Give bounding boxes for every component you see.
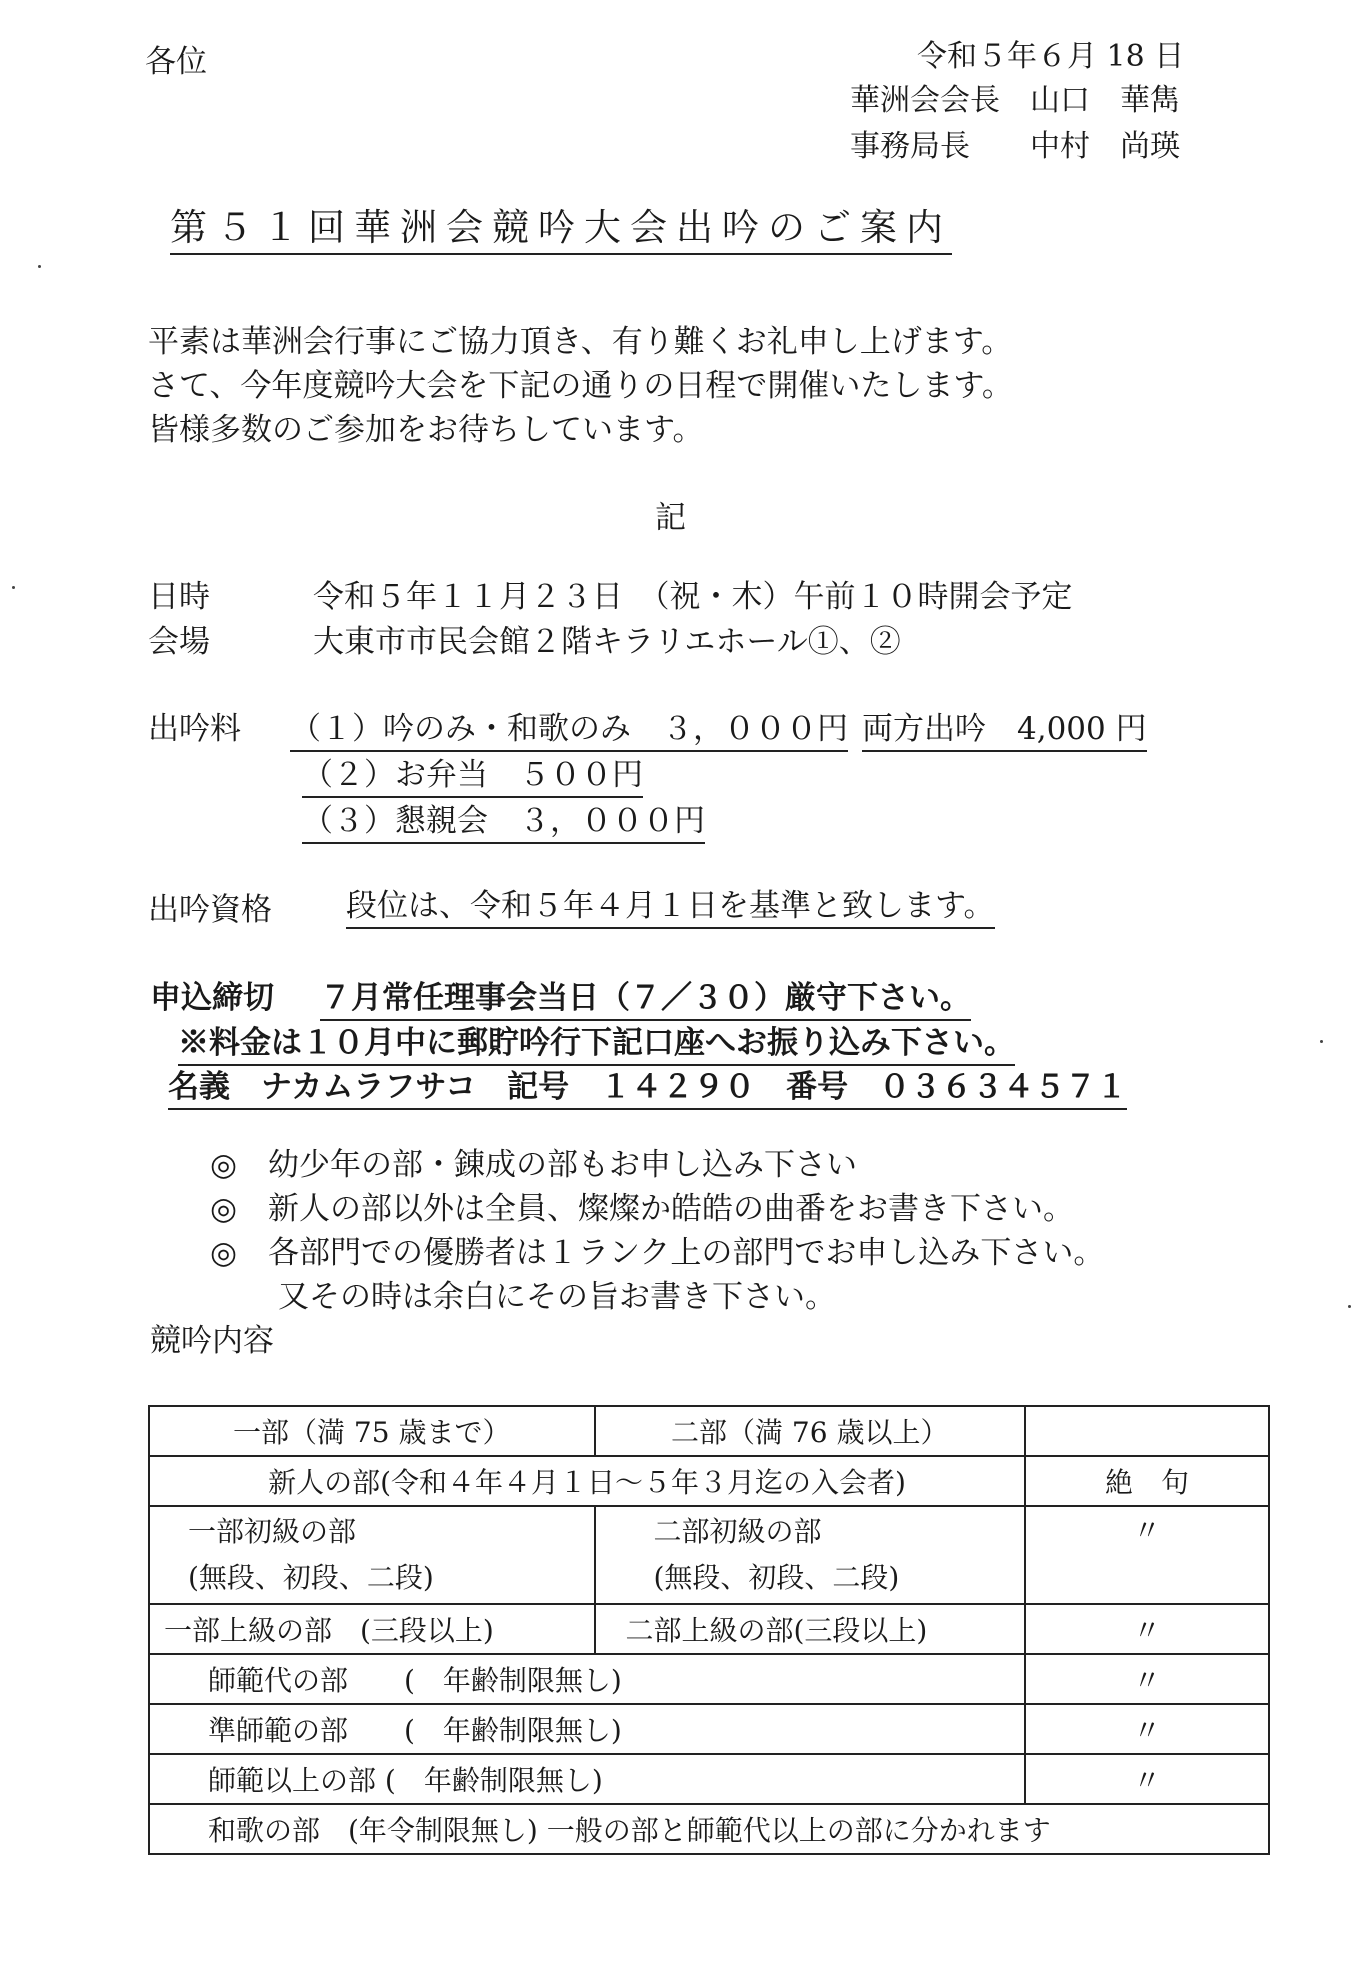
datetime-label: 日時	[148, 579, 210, 615]
note-4: 又その時は余白にその旨お書き下さい。	[278, 1279, 836, 1315]
intro-line-1: 平素は華洲会行事にご協力頂き、有り難くお礼申し上げます。	[148, 324, 1013, 360]
scan-speck	[1348, 1305, 1351, 1308]
part2-beginner-title: 二部初級の部	[653, 1515, 822, 1548]
part2-beginner-ranks: (無段、初段、二段)	[653, 1561, 900, 1594]
table-row	[149, 1704, 1269, 1754]
table-header-part1: 一部（満 75 歳まで）	[149, 1406, 595, 1456]
fee-label: 出吟料	[148, 711, 241, 747]
table-row	[149, 1456, 1269, 1506]
note-2: ◎ 新人の部以外は全員、燦燦か皓皓の曲番をお書き下さい。	[210, 1191, 1075, 1227]
fee-item-2: （２）お弁当 ５００円	[302, 755, 643, 798]
assistant-master-mark: 〃	[1025, 1654, 1269, 1704]
intro-line-2: さて、今年度競吟大会を下記の通りの日程で開催いたします。	[148, 368, 1013, 404]
fee-item-1b: 両方出吟 4,000 円	[862, 709, 1147, 752]
beginner-mark: 〃	[1025, 1506, 1269, 1604]
venue-value: 大東市市民会館２階キラリエホール①、②	[313, 624, 901, 660]
contest-label: 競吟内容	[150, 1323, 274, 1359]
part1-advanced: 一部上級の部 (三段以上)	[149, 1604, 595, 1654]
table-row	[149, 1406, 1269, 1456]
part1-beginner-title: 一部初級の部	[188, 1515, 357, 1548]
intro-line-3: 皆様多数のご参加をお待ちしています。	[148, 412, 704, 448]
part2-advanced: 二部上級の部(三段以上)	[595, 1604, 1026, 1654]
datetime-value: 令和５年１１月２３日 （祝・木）午前１０時開会予定	[313, 579, 1073, 615]
addressee: 各位	[145, 44, 207, 80]
scan-speck	[38, 265, 41, 268]
newcomer-division: 新人の部(令和４年４月１日～５年３月迄の入会者)	[149, 1456, 1025, 1506]
deadline-label: 申込締切	[150, 980, 274, 1016]
qualification-value: 段位は、令和５年４月１日を基準と致します。	[346, 886, 995, 929]
scan-speck	[12, 586, 15, 589]
table-row	[149, 1604, 1269, 1654]
note-3: ◎ 各部門での優勝者は１ランク上の部門でお申し込み下さい。	[210, 1235, 1105, 1271]
fee-item-1: （１）吟のみ・和歌のみ ３，０００円	[290, 709, 848, 752]
table-row	[149, 1754, 1269, 1804]
table-row	[149, 1804, 1269, 1854]
note-1: ◎ 幼少年の部・錬成の部もお申し込み下さい	[210, 1147, 858, 1183]
document-date: 令和５年６月 18 日	[917, 39, 1185, 74]
part1-beginner	[149, 1506, 595, 1604]
ki-marker: 記	[655, 500, 686, 536]
waka-division: 和歌の部 (年令制限無し) 一般の部と師範代以上の部に分かれます	[149, 1804, 1269, 1854]
page-title: 第５１回華洲会競吟大会出吟のご案内	[170, 205, 952, 255]
payment-note: ※料金は１０月中に郵貯吟行下記口座へお振り込み下さい。	[178, 1023, 1015, 1066]
table-row	[149, 1654, 1269, 1704]
master-division: 師範以上の部 ( 年齢制限無し)	[149, 1754, 1025, 1804]
deadline-value: ７月常任理事会当日（７／３０）厳守下さい。	[320, 978, 971, 1021]
table-header-part2: 二部（満 76 歳以上）	[595, 1406, 1026, 1456]
fee-item-3: （３）懇親会 ３，０００円	[302, 801, 705, 844]
associate-master-division: 準師範の部 ( 年齢制限無し)	[149, 1704, 1025, 1754]
associate-master-mark: 〃	[1025, 1704, 1269, 1754]
master-mark: 〃	[1025, 1754, 1269, 1804]
qualification-label: 出吟資格	[148, 892, 272, 928]
newcomer-mark: 絶 句	[1025, 1456, 1269, 1506]
table-row	[149, 1506, 1269, 1604]
contest-table	[148, 1405, 1270, 1855]
assistant-master-division: 師範代の部 ( 年齢制限無し)	[149, 1654, 1025, 1704]
advanced-mark: 〃	[1025, 1604, 1269, 1654]
sender-president: 華洲会会長 山口 華雋	[850, 83, 1180, 118]
table-header-empty	[1025, 1406, 1269, 1456]
scan-speck	[1320, 1040, 1323, 1043]
venue-label: 会場	[148, 624, 210, 660]
account-info: 名義 ナカムラフサコ 記号 １４２９０ 番号 ０３６３４５７１	[168, 1067, 1127, 1110]
part1-beginner-ranks: (無段、初段、二段)	[188, 1561, 434, 1594]
part2-beginner	[595, 1506, 1026, 1604]
sender-secretary: 事務局長 中村 尚瑛	[850, 129, 1180, 164]
